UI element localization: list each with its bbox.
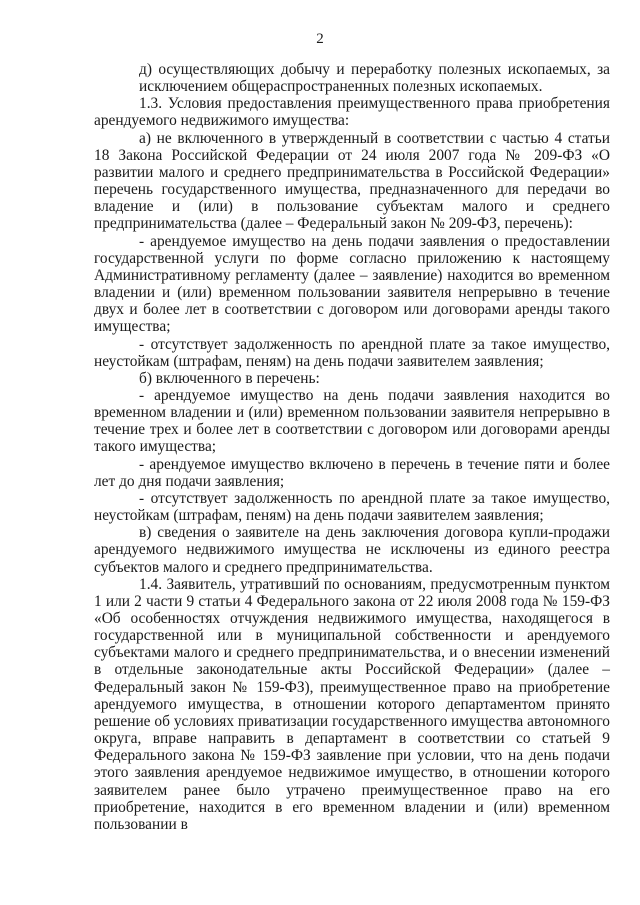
document-body	[94, 61, 610, 833]
paragraph-bullet-lease-three-years: - арендуемое имущество на день подачи заявления находится во временном владении и (или) временном пользовании заявителя непрерывно в течение трех и более лет в соответствии с договором или договорами аренды такого имущества;	[94, 386, 610, 456]
paragraph-item-b: б) включенного в перечень:	[139, 369, 320, 387]
paragraph-item-v: в) сведения о заявителе на день заключения договора купли-продажи арендуемого недвижимого имущества не исключены из единого реестра субъектов малого и среднего предпринимательства.	[94, 524, 610, 576]
paragraph-section-1-3: 1.3. Условия предоставления преимущественного права приобретения арендуемого недвижимого имущества:	[94, 95, 610, 130]
paragraph-bullet-no-debt-b: - отсутствует задолженность по арендной плате за такое имущество, неустойкам (штрафам, пеням) на день подачи заявителем заявления;	[94, 489, 610, 525]
paragraph-bullet-list-five-years: - арендуемое имущество включено в перечень в течение пяти и более лет до дня подачи заявления;	[94, 455, 610, 490]
paragraph-section-1-4: 1.4. Заявитель, утративший по основаниям, предусмотренным пунктом 1 или 2 части 9 статьи 4 Федерального закона от 22 июля 2008 года № 159-ФЗ «Об особенностях отчуждения недвижимого имущества, находящегося в государственной или в муниципальной собственности и арендуемого субъектами малого и среднего предпринимательства, и о внесении изменений в отдельные законодательные акты Российской Федерации» (далее – Федеральный закон № 159-ФЗ), преимущественное право на приобретение арендуемого имущества, в отношении которого департаментом принято решение об условиях приватизации государственного имущества автономного округа, вправе направить в департамент в соответствии со статьей 9 Федерального закона № 159-ФЗ заявление при условии, что на день подачи этого заявления арендуемое недвижимое имущество, в отношении которого заявителем ранее было утрачено преимущественное право на его приобретение, находится в его временном владении и (или) временном пользовании в	[94, 575, 610, 833]
paragraph-item-a: а) не включенного в утвержденный в соответствии с частью 4 статьи 18 Закона Российской Федерации от 24 июля 2007 года № 209-ФЗ «О развитии малого и среднего предпринимательства в Российской Федерации» перечень государственного имущества, предназначенного для передачи во владение и (или) в пользование субъектам малого и среднего предпринимательства (далее – Федеральный закон № 209-ФЗ, перечень):	[94, 129, 610, 233]
paragraph-bullet-lease-two-years: - арендуемое имущество на день подачи заявления о предоставлении государственной услуги по форме согласно приложению к настоящему Административному регламенту (далее – заявление) находится во временном владении и (или) временном пользовании заявителя непрерывно в течение двух и более лет в соответствии с договором или договорами аренды такого имущества;	[94, 232, 610, 336]
page-number: 2	[316, 31, 324, 47]
paragraph-exclusion-d: д) осуществляющих добычу и переработку полезных ископаемых, за исключением общераспространенных полезных ископаемых.	[139, 61, 610, 96]
paragraph-bullet-no-debt-a: - отсутствует задолженность по арендной плате за такое имущество, неустойкам (штрафам, пеням) на день подачи заявителем заявления;	[94, 335, 610, 370]
